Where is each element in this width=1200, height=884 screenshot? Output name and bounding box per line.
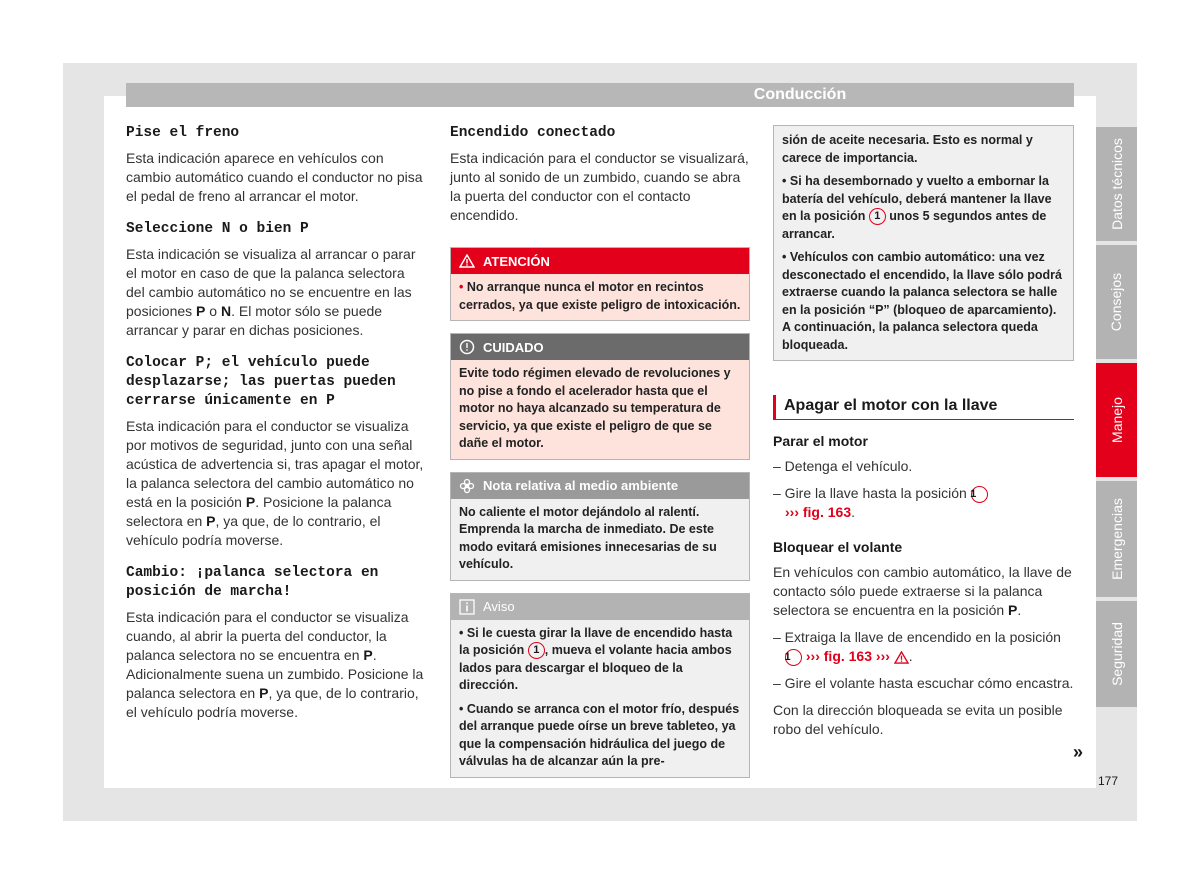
notice-body [451,620,749,777]
paragraph: Esta indicación se visualiza al arrancar o parar el motor en caso de que la palanca selectora del cambio automático no se encuentre en las posiciones P o N. El motor sólo se puede arrancar y parar en dichas posiciones. [126,246,416,338]
paragraph: Esta indicación para el conductor se visualiza cuando, al abrir la puerta del conductor, la palanca selectora no se encuentra en P. Adicionalmente suena un zumbido. Posicione la palanca selectora en P, ya que, de lo contrario, el vehículo podría moverse. [126,609,424,720]
figure-link[interactable]: ››› fig. 163 [805,648,873,664]
caution-label: CUIDADO [483,339,544,355]
paragraph: Esta indicación para el conductor se visualiza por motivos de seguridad, junto con una señal acústica de advertencia si, tras apagar el motor, la palanca selectora del cambio automático no está en la posición P. Posicione la palanca selectora en P, ya que, de lo contrario, el vehículo podría moverse. [126,418,424,548]
position-marker: 1 [785,649,802,666]
tab-emergencias[interactable]: Emergencias [1096,481,1137,597]
section-title: Pise el freno [126,125,240,141]
list-item: • Si ha desembornado y vuelto a embornar la batería del vehículo, deberá mantener la llave en la posición 1 unos 5 segundos antes de arrancar. [782,174,1052,241]
figure-link[interactable]: ››› fig. 163 [785,504,852,520]
warning-body: • No arranque nunca el motor en recintos cerrados, ya que existe peligro de intoxicación. [451,274,749,320]
chapter-title: Conducción [753,86,847,103]
warning-triangle-icon [894,651,909,664]
paragraph: Esta indicación aparece en vehículos con cambio automático cuando el conductor no pisa el pedal de freno al arrancar el motor. [126,150,423,204]
position-marker: 1 [869,208,886,225]
list-item: • Vehículos con cambio automático: una vez desconectado el encendido, la llave sólo podrá extraerse cuando la palanca selectora se halle en la posición “P” (bloqueo de aparcamiento). A continuación, la palanca selectora queda bloqueada. [782,250,1062,352]
environment-note-label: Nota relativa al medio ambiente [483,478,679,493]
notice-box [450,593,750,778]
chapter-header [126,83,1074,107]
list-item: • Cuando se arranca con el motor frío, después del arranque puede oírse un breve tableteo, ya que la compensación hidráulica del juego de válvulas ha de alcanzar aún la pre- [459,701,740,768]
page-number: 177 [1098,774,1119,788]
notice-header [451,594,749,620]
list-item: • Si le cuesta girar la llave de encendido hasta la posición 1 , mueva el volante hacia ambos lados para descargar el bloqueo de la dirección. [459,625,733,692]
column-left [126,124,426,736]
caution-box [450,333,750,460]
continue-arrow-icon: » [1073,742,1084,762]
subheading: Bloquear el volante [773,539,903,555]
caution-header [451,334,749,360]
section-title: Seleccione N o bien P [126,221,309,237]
position-marker: 1 [528,642,545,659]
tab-datos-tecnicos[interactable]: Datos técnicos [1096,127,1137,241]
step-item: – Gire la llave hasta la posición 1 ››› fig. 163. [773,484,1074,522]
step-item: – Gire el volante hasta escuchar cómo encastra. [773,675,1074,691]
warning-box [450,247,750,321]
tab-seguridad[interactable]: Seguridad [1096,601,1137,707]
column-right [773,125,1074,753]
warning-label: ATENCIÓN [483,253,550,269]
environment-note-body: No caliente el motor dejándolo al ralentí. Emprenda la marcha de inmediato. De este modo evitará emisiones innecesarias de su vehículo. [451,499,749,580]
notice-label: Aviso [483,599,515,614]
step-item: – Detenga el vehículo. [773,458,913,474]
caution-body: Evite todo régimen elevado de revoluciones y no pise a fondo el acelerador hasta que el motor no haya alcanzado su temperatura de servicio, ya que existe el peligro de que se dañe el motor. [451,360,749,459]
paragraph: sión de aceite necesaria. Esto es normal y carece de importancia. [782,133,1033,165]
tab-manejo[interactable]: Manejo [1096,363,1137,477]
paragraph: En vehículos con cambio automático, la llave de contacto sólo puede extraerse si la palanca selectora se encuentra en la posición P. [773,564,1072,618]
section-heading: Apagar el motor con la llave [773,395,1074,420]
section-title: Encendido conectado [450,125,616,141]
chapter-tabs [1096,127,1137,711]
notice-continuation-box [773,125,1074,361]
column-middle [450,124,750,790]
step-item: – Extraiga la llave de encendido en la posición 1 ››› fig. 163 ››› . [773,629,1061,664]
warning-triangle-icon [459,254,475,268]
info-icon [459,599,475,615]
subheading: Parar el motor [773,433,868,449]
paragraph: Esta indicación para el conductor se visualizará, junto al sonido de un zumbido, cuando se abra la puerta del conductor con el contacto encendido. [450,150,749,223]
environment-note-header [451,473,749,499]
tab-consejos[interactable]: Consejos [1096,245,1137,359]
warning-link[interactable]: ››› [875,648,890,664]
exclamation-circle-icon [459,339,475,355]
section-title: Colocar P; el vehículo puede desplazarse; las puertas pueden cerrarse únicamente en P [126,355,396,409]
environment-note-box [450,472,750,581]
flower-icon [459,478,475,494]
position-marker: 1 [971,486,988,503]
section-title: Cambio: ¡palanca selectora en posición de marcha! [126,565,379,600]
warning-header [451,248,749,274]
bullet-icon: • [459,280,464,294]
paragraph: Con la dirección bloqueada se evita un posible robo del vehículo. [773,702,1063,737]
